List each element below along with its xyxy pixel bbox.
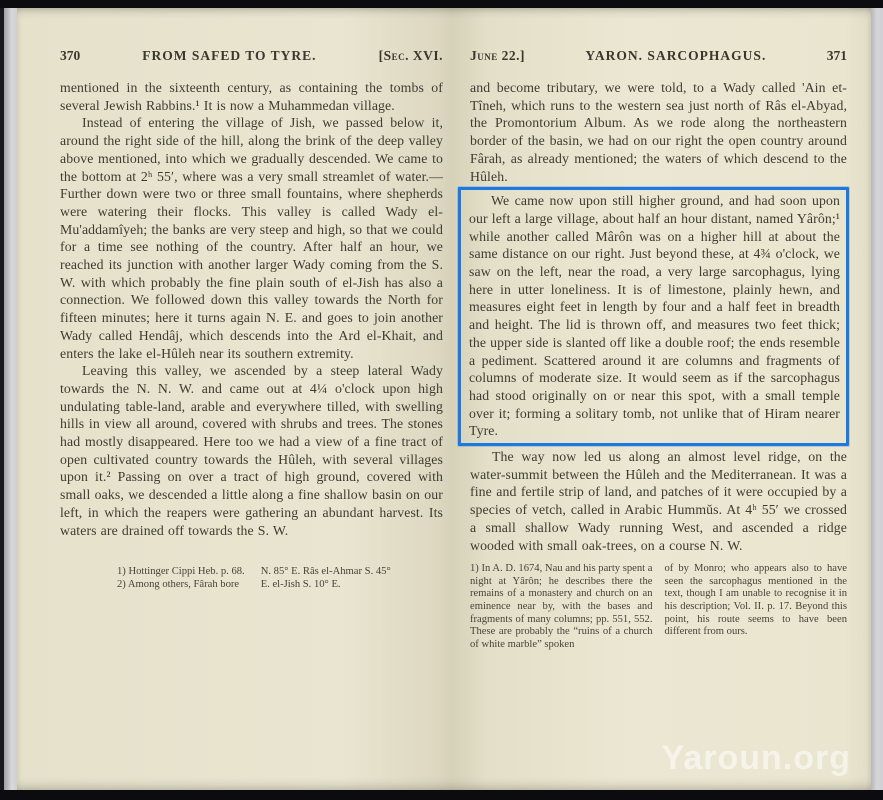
footnote-column: of by Monro; who appears also to have seen the sarcophagus mentioned in the text, though I am unable to recognise it in his description; Vol. II. p. 17. Beyond this point, his route seems to have been different from ours.: [664, 563, 847, 638]
page-number: 370: [60, 48, 81, 63]
page-370: [60, 8, 443, 790]
footnotes-right-page: [470, 563, 847, 651]
date-reference: June 22.]: [470, 48, 525, 63]
paragraph: Leaving this valley, we ascended by a steep lateral Wady towards the N. N. W. and came out at 4¼ o'clock upon high undulating table-land, arable and everywhere tilled, with swelling hills in view all around, covered with shrubs and trees. The stones had mostly disappeared. Here too we had a view of a fine tract of open cultivated country towards the Hûleh, with several villages upon it.² Passing on over a tract of high ground, covered with small oaks, we descended a little along a fine shallow basin on our left, in which the reapers were gathering an abundant harvest. Its waters are drained off towards the S. W.: [60, 363, 443, 538]
running-title: FROM SAFED TO TYRE.: [142, 48, 317, 63]
paragraph: mentioned in the sixteenth century, as containing the tombs of several Jewish Rabbins.¹ It is now a Muhammedan village.: [60, 80, 443, 113]
page-371: [470, 8, 847, 790]
footnote-column: 1) In A. D. 1674, Nau and his party spent a night at Yârôn; he describes there the remains of a monastery and church on an eminence near by, with the bases and fragments of many columns; pp. 551, 552. These are probably the “ruins of a church of white marble” spoken: [470, 563, 653, 650]
footnote-line: 2) Among others, Fârah bore: [117, 578, 240, 590]
watermark-text: Yaroun.org: [661, 739, 851, 777]
page-header-left: [60, 48, 443, 64]
running-title: YARON. SARCOPHAGUS.: [585, 48, 767, 63]
footnote-line: N. 85° E. Râs el-Ahmar S. 45°: [260, 566, 391, 578]
paragraph: Instead of entering the village of Jish, we passed below it, around the right side of the hill, along the brink of the deep valley above mentioned, into which we gradually descended. We came to the bottom at 2ʰ 55′, where was a very small streamlet of water.— Further down were two or three small fountains, where shepherds were watering their flocks. This valley is called Wady el-Mu'addamîyeh; the banks are very steep and high, so that we could for a time see nothing of the country. After half an hour, we reached its junction with another larger Wady coming from the S. W. with which probably the fine plain south of el-Jish has also a connection. We followed down this valley towards the North for fifteen minutes; here it turns again N. E. and goes to join another Wady called Hendâj, which descends into the Ard el-Khait, and enters the lake el-Hûleh near its southern extremity.: [60, 115, 443, 361]
footnotes-left-page: [60, 566, 443, 591]
footnote-line: E. el-Jish S. 10° E.: [260, 578, 341, 590]
page-number: 371: [826, 48, 847, 63]
section-reference: [Sec. XVI.: [378, 48, 443, 63]
highlighted-paragraph: We came now upon still higher ground, and had soon upon our left a large village, about half an hour distant, named Yârôn;¹ while another called Mârôn was on a higher hill at about the same distance on our right. Just beyond these, at 4¾ o'clock, we saw on the left, near the road, a very large sarcophagus, lying here in utter loneliness. It is of limestone, plainly hewn, and measures eight feet in length by four and a half feet in breadth and height. The lid is thrown off, and measures two feet thick; the upper side is slanted off like a double roof; the ends resemble a pediment. Scattered around it are columns and fragments of columns of moderate size. It would seem as if the sarcophagus had stood originally on or near this spot, with a small temple over it; forming a solitary tomb, not unlike that of Hiram nearer Tyre.: [469, 193, 840, 439]
scan-edge-right: [871, 8, 883, 790]
page-spread-paper: [17, 8, 871, 790]
footnote-column: [261, 566, 391, 591]
paragraph: and become tributary, we were told, to a Wady called 'Ain et-Tîneh, which runs to the western sea just north of Râs el-Abyad, the Promontorium Album. As we rode along the northeastern border of the basin, we had on our right the open country around Fârah, as already mentioned; the waters of which descend to the Hûleh.: [470, 80, 847, 184]
page-header-right: [470, 48, 847, 64]
footnote-line: 1) Hottinger Cippi Heb. p. 68.: [117, 566, 245, 578]
paragraph: The way now led us along an almost level ridge, on the water-summit between the Hûleh and the Mediterranean. It was a fine and fertile strip of land, and patches of it were occupied by a species of vetch, called in Arabic Hummŭs. At 4ʰ 55′ we crossed a small shallow Wady running West, and ascended a ridge wooded with small oak-trees, on a course N. W.: [470, 449, 847, 553]
highlight-annotation-box: [458, 187, 849, 446]
footnote-column: [117, 566, 245, 591]
scan-edge-left: [4, 8, 17, 790]
